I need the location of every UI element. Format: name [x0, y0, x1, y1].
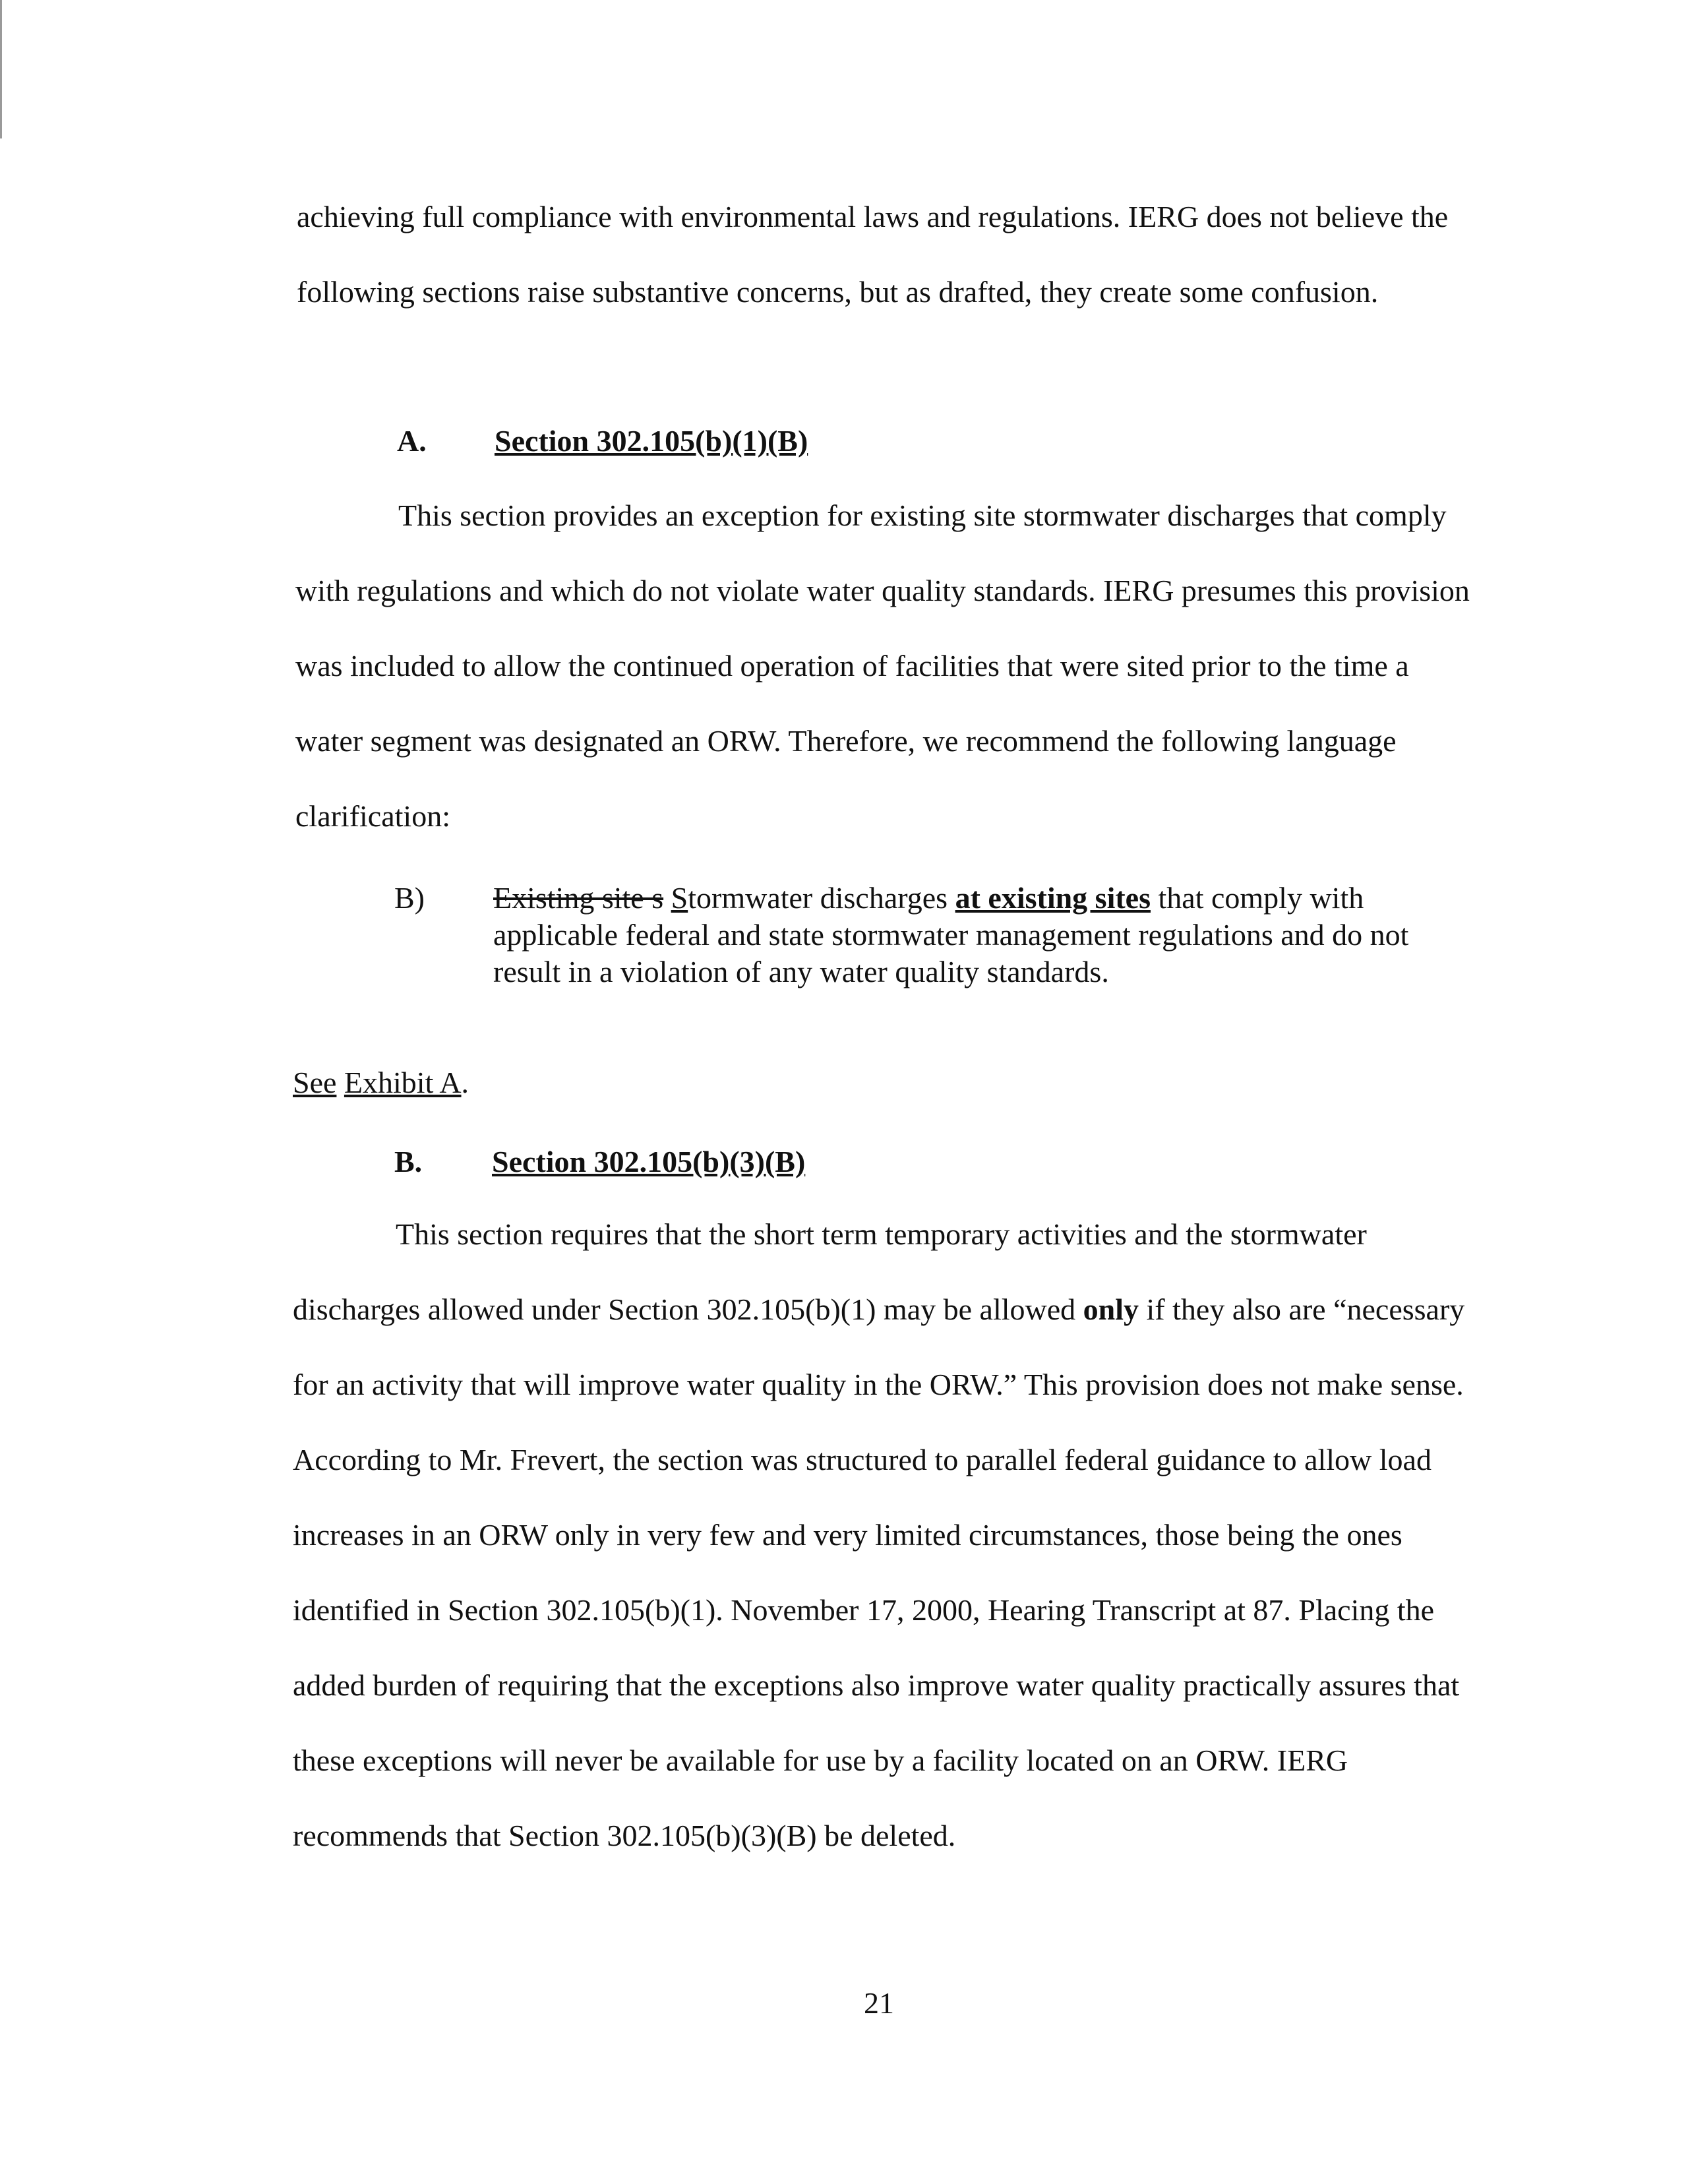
inserted-emphasis: at existing sites — [955, 881, 1151, 915]
exhibit-reference — [293, 1063, 469, 1103]
quote-text-part-1: tormwater discharges — [688, 881, 955, 915]
section-b-body-part-2: if they also are “necessary for an activity that will improve water quality in the ORW.” This provision does not make sense. According to Mr. Frevert, the section was structured to parallel federal guidance to allow load increases in an ORW only in very few and very limited circumstances, those being the ones identified in Section 302.105(b)(1). November 17, 2000, Hearing Transcript at 87. Placing the added burden of requiring that the exceptions also improve water quality practically assures that these exceptions will never be available for use by a facility located on an ORW. IERG recommends that Section 302.105(b)(3)(B) be deleted. — [293, 1292, 1465, 1852]
section-a-letter: A. — [397, 424, 427, 458]
section-a-heading — [397, 421, 808, 461]
section-a-title: Section 302.105(b)(1)(B) — [495, 424, 808, 458]
section-b-title: Section 302.105(b)(3)(B) — [492, 1145, 806, 1178]
section-b-letter: B. — [394, 1145, 423, 1178]
section-b-body-bold: only — [1083, 1292, 1139, 1326]
proposed-language-block — [394, 880, 1449, 990]
section-b-body-part-1: This section requires that the short term temporary activities and the stormwater discharges allowed under Section 302.105(b)(1) may be allowed — [293, 1217, 1367, 1326]
section-b-heading — [394, 1142, 805, 1182]
scan-edge-mark — [0, 0, 2, 138]
section-a-body — [295, 478, 1482, 854]
quote-label: B) — [394, 881, 425, 915]
quote-text — [493, 880, 1430, 990]
see-word: See — [293, 1066, 337, 1099]
struck-text: Existing site s — [493, 881, 664, 915]
intro-paragraph: achieving full compliance with environmental laws and regulations. IERG does not believe the following sections raise substantive concerns, but as drafted, they create some confusion. — [297, 200, 1449, 309]
section-a-body-text: This section provides an exception for existing site stormwater discharges that comply with regulations and which do not violate water quality standards. IERG presumes this provision was included to allow the continued operation of facilities that were sited prior to the time a water segment was designated an ORW. Therefore, we recommend the following language clarification: — [295, 499, 1470, 833]
inserted-capital: S — [671, 881, 688, 915]
exhibit-link: Exhibit A — [344, 1066, 462, 1099]
section-b-body — [293, 1197, 1486, 1873]
quote-text-part-2: that comply with applicable federal and state stormwater management regulations and do not result in a violation of any water quality standards. — [493, 881, 1409, 988]
exhibit-period: . — [461, 1066, 469, 1099]
page-number: 21 — [864, 1986, 894, 2020]
